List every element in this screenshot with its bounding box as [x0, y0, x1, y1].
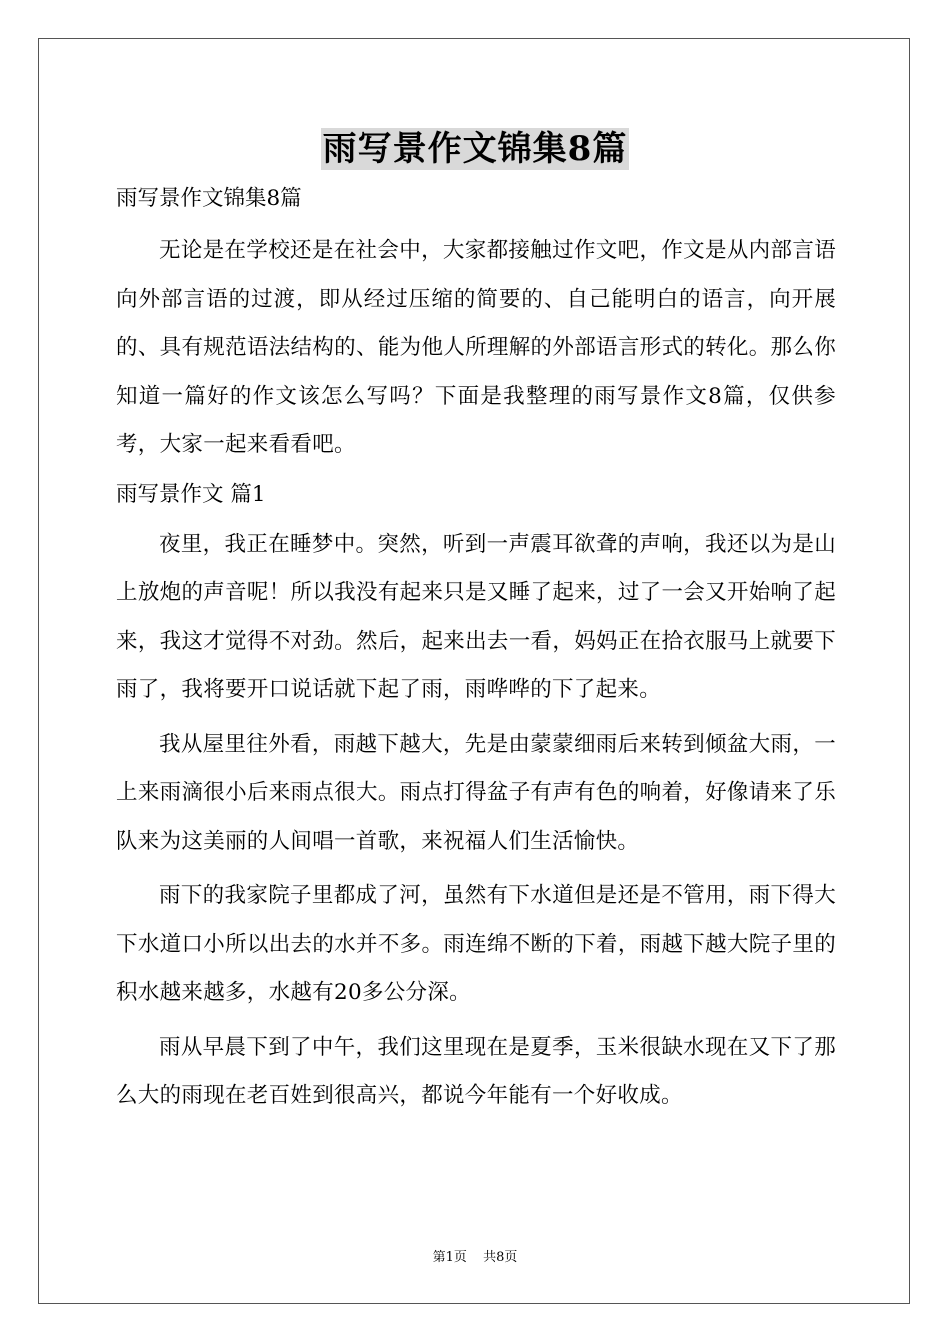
total-pages: 共8页: [483, 1250, 518, 1265]
section-heading: 雨写景作文 篇1: [116, 481, 266, 507]
intro-paragraph: 无论是在学校还是在社会中，大家都接触过作文吧，作文是从内部言语向外部言语的过渡，即从经过压缩的简要的、自己能明白的语言，向开展的、具有规范语法结构的、能为他人所理解的外部语言形式的转化。那么你知道一篇好的作文该怎么写吗？下面是我整理的雨写景作文8篇，仅供参考，大家一起来看看吧。: [116, 238, 836, 457]
document-subtitle: 雨写景作文锦集8篇: [116, 186, 302, 211]
title-container: [0, 128, 950, 170]
body-paragraph: 雨从早晨下到了中午，我们这里现在是夏季，玉米很缺水现在又下了那么大的雨现在老百姓到很高兴，都说今年能有一个好收成。: [116, 1034, 836, 1108]
page-number: 第1页: [432, 1250, 467, 1265]
body-paragraph: 我从屋里往外看，雨越下越大，先是由蒙蒙细雨后来转到倾盆大雨，一上来雨滴很小后来雨点很大。雨点打得盆子有声有色的响着，好像请来了乐队来为这美丽的人间唱一首歌，来祝福人们生活愉快。: [116, 731, 836, 854]
body-paragraph: 雨下的我家院子里都成了河，虽然有下水道但是还是不管用，雨下得大下水道口小所以出去的水并不多。雨连绵不断的下着，雨越下越大院子里的积水越来越多，水越有20多公分深。: [116, 883, 836, 1005]
document-body: [116, 180, 836, 1127]
document-title: 雨写景作文锦集8篇: [322, 129, 628, 169]
body-paragraph: 夜里，我正在睡梦中。突然，听到一声震耳欲聋的声响，我还以为是山上放炮的声音呢！所以我没有起来只是又睡了起来，过了一会又开始响了起来，我这才觉得不对劲。然后，起来出去一看，妈妈正在拾衣服马上就要下雨了，我将要开口说话就下起了雨，雨哗哗的下了起来。: [116, 531, 836, 702]
page-footer: [0, 1246, 950, 1265]
